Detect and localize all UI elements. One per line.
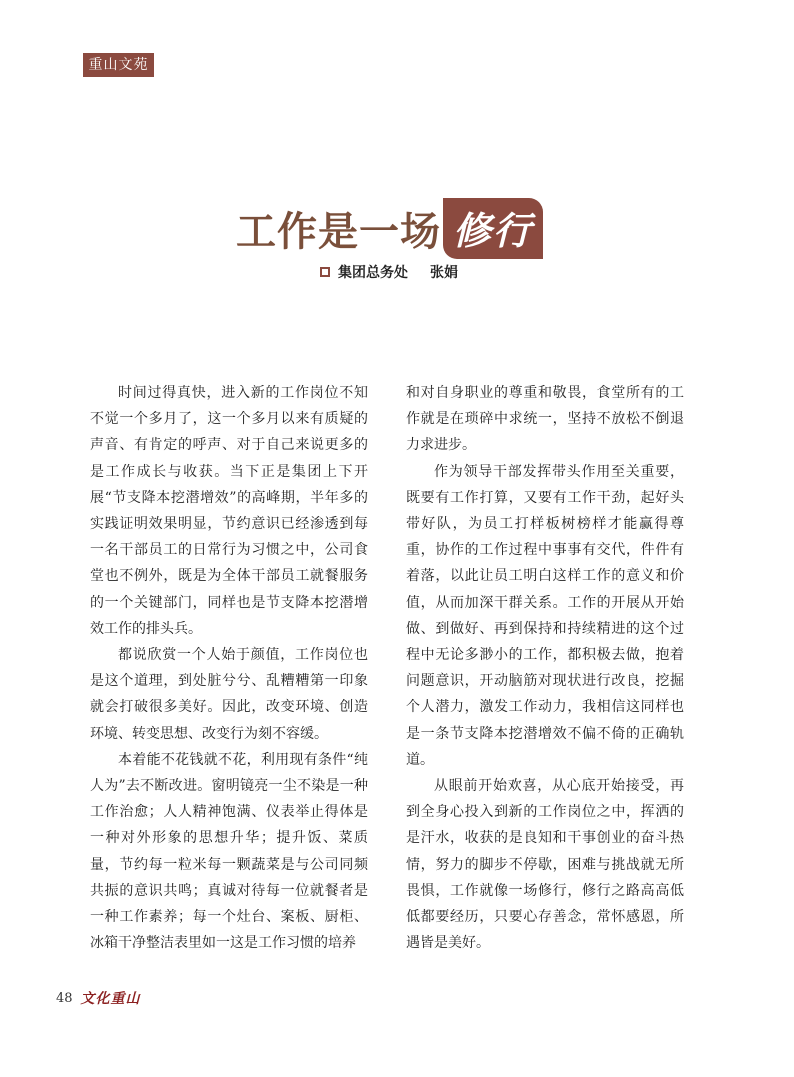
right-column [406,380,684,956]
left-column [90,380,368,956]
paragraph: 都说欣赏一个人始于颜值，工作岗位也是这个道理，到处脏兮兮、乱糟糟第一印象就会打破很多美好。因此，改变环境、创造环境、转变思想、改变行为刻不容缓。 [90,647,368,742]
page-number: 48 [56,990,73,1006]
square-bullet-icon [320,267,330,277]
page-footer [56,988,141,1008]
magazine-logo: 文化重山 [80,991,141,1007]
paragraph: 本着能不花钱就不花，利用现有条件“纯人为”去不断改进。窗明镜亮一尘不染是一种工作治愈；人人精神饱满、仪表举止得体是一种对外形象的思想升华；提升饭、菜质量，节约每一粒米每一颗蔬菜是与公司同频共振的意识共鸣；真诚对待每一位就餐者是一种工作素养；每一个灶台、案板、厨柜、冰箱干净整洁表里如一这是工作习惯的培养 [90,751,368,952]
paragraph: 和对自身职业的尊重和敬畏，食堂所有的工作就是在琐碎中求统一，坚持不放松不倒退力求进步。 [406,385,684,454]
paragraph: 时间过得真快，进入新的工作岗位不知不觉一个多月了，这一个多月以来有质疑的声音、有肯定的呼声、对于自己来说更多的是工作成长与收获。当下正是集团上下开展“节支降本挖潜增效”的高峰期，半年多的实践证明效果明显，节约意识已经渗透到每一名干部员工的日常行为习惯之中，公司食堂也不例外，既是为全体干部员工就餐服务的一个关键部门，同样也是节支降本挖潜增效工作的排头兵。 [90,385,368,637]
byline-department: 集团总务处 [338,265,408,281]
byline [320,262,458,282]
section-tag: 重山文苑 [83,53,154,77]
paragraph: 作为领导干部发挥带头作用至关重要，既要有工作打算，又要有工作干劲，起好头带好队，为员工打样板树榜样才能赢得尊重，协作的工作过程中事事有交代，件件有着落，以此让员工明白这样工作的意义和价值，从而加深干群关系。工作的开展从开始做、到做好、再到保持和持续精进的这个过程中无论多渺小的工作，都积极去做，抱着问题意识，开动脑筋对现状进行改良，挖掘个人潜力，激发工作动力，我相信这同样也是一条节支降本挖潜增效不偏不倚的正确轨道。 [406,463,684,768]
article-title [236,200,543,256]
paragraph: 从眼前开始欢喜，从心底开始接受，再到全身心投入到新的工作岗位之中，挥洒的是汗水，收获的是良知和干事创业的奋斗热情，努力的脚步不停歇，困难与挑战就无所畏惧，工作就像一场修行，修行之路高高低低都要经历，只要心存善念，常怀感恩，所遇皆是美好。 [406,778,684,952]
title-main: 工作是一场 [236,207,441,255]
title-highlight: 修行 [443,198,543,259]
byline-author: 张娟 [430,265,458,281]
